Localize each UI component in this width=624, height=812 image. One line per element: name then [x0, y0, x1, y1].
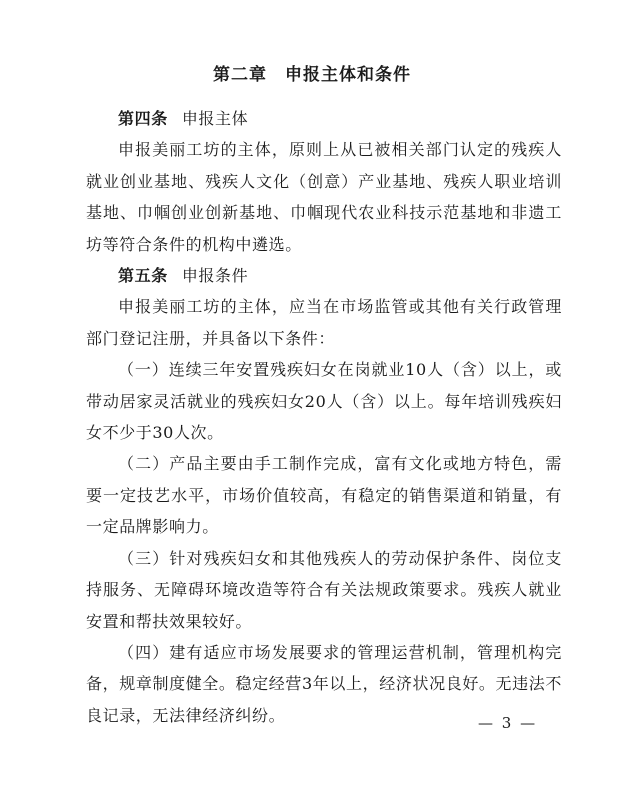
page-number: — 3 —	[478, 714, 538, 732]
article-heading: 申报条件	[181, 266, 249, 286]
paragraph: 申报美丽工坊的主体，应当在市场监管或其他有关行政管理部门登记注册，并具备以下条件：	[86, 297, 562, 348]
article-number: 第五条	[118, 266, 168, 286]
paragraph: （一）连续三年安置残疾妇女在岗就业10人（含）以上，或带动居家灵活就业的残疾妇女20人（含）以上。每年培训残疾妇女不少于30人次。	[86, 360, 562, 443]
article-heading: 申报主体	[181, 109, 249, 128]
paragraph: （三）针对残疾妇女和其他残疾人的劳动保护条件、岗位支持服务、无障碍环境改造等符合有关法规政策要求。残疾人就业安置和帮扶效果较好。	[86, 548, 562, 631]
article-number: 第四条	[118, 109, 168, 128]
chapter-title: 第二章 申报主体和条件	[213, 65, 411, 85]
article-4-heading	[86, 103, 562, 134]
article-5-heading	[86, 260, 562, 291]
paragraph: （四）建有适应市场发展要求的管理运营机制，管理机构完备，规章制度健全。稳定经营3年以上，经济状况良好。无违法不良记录，无法律经济纠纷。	[86, 642, 562, 725]
paragraph: （二）产品主要由手工制作完成，富有文化或地方特色，需要一定技艺水平，市场价值较高，有稳定的销售渠道和销量，有一定品牌影响力。	[86, 454, 562, 537]
document-body	[86, 103, 562, 731]
paragraph: 申报美丽工坊的主体，原则上从已被相关部门认定的残疾人就业创业基地、残疾人文化（创意）产业基地、残疾人职业培训基地、巾帼创业创新基地、巾帼现代农业科技示范基地和非遗工坊等符合条件的机构中遴选。	[86, 140, 562, 254]
